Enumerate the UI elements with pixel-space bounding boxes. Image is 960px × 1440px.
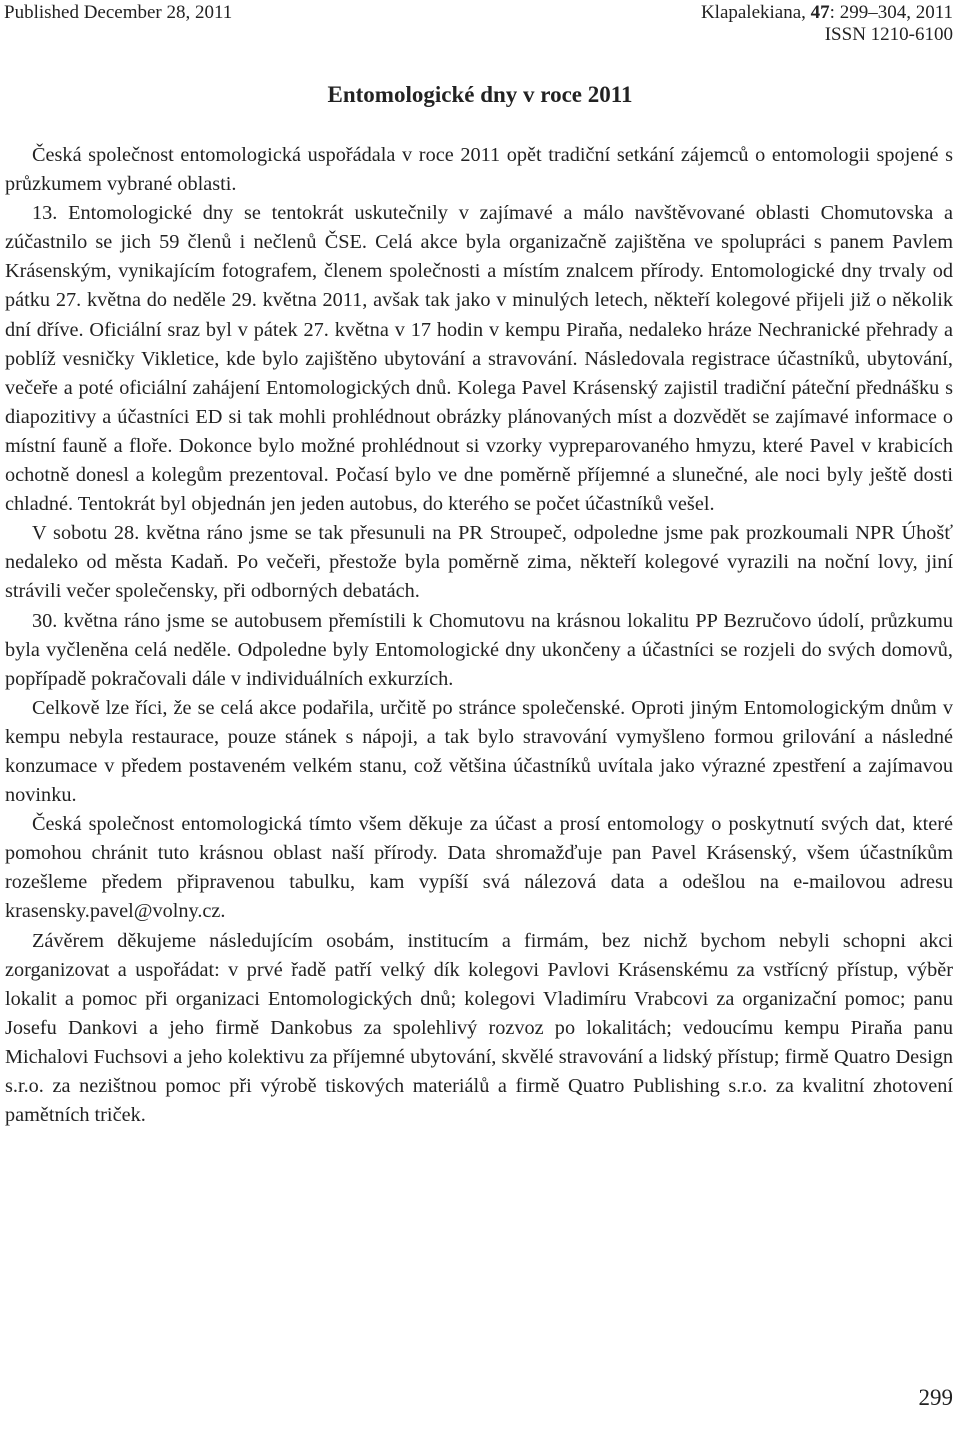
journal-name: Klapalekiana, <box>700 2 811 23</box>
paragraph-summary: Celkově lze říci, že se celá akce podařila, určitě po stránce společenské. Oproti jiným Entomologickým dnům v kempu nebyla restaurace, pouze stánek s nápoji, a tak bylo stravování vymyšleno formou grilování a následné konzumace v předem postaveném velkém stanu, což většina účastníků uvítala jako výrazné zpestření a zajímavou novinku. <box>5 696 953 807</box>
article-title: Entomologické dny v roce 2011 <box>327 82 633 107</box>
article-body <box>5 141 953 1130</box>
paragraph-acknowledgements: Závěrem děkujeme následujícím osobám, institucím a firmám, bez nichž bychom nebyli schopni akci zorganizovat a uspořádat: v prvé řadě patří velký dík kolegovi Pavlovi Krásenskému za vstřícný přístup, výběr lokalit a pomoc při organizaci Entomologických dnů; kolegovi Vladimíru Vrabcovi za organizační pomoc; panu Josefu Dankovi a jeho firmě Dankobus za spolehlivý rozvoz po lokalitách; vedoucímu kempu Piraňa panu Michalovi Fuchsovi a jeho kolektivu za příjemné ubytování, skvělé stravování a lidský přístup; firmě Quatro Design s.r.o. za nezištnou pomoc při výrobě tiskových materiálů a firmě Quatro Publishing s.r.o. za kvalitní zhotovení pamětních triček. <box>5 929 953 1127</box>
journal-pages: : 299–304, 2011 <box>829 2 953 23</box>
paragraph-data-request: Česká společnost entomologická tímto všem děkuje za účast a prosí entomology o poskytnutí svých dat, které pomohou chránit tuto krásnou oblast naší přírody. Data shromažďuje pan Pavel Krásenský, všem účastníkům rozešleme předem připravenou tabulku, kam vypíší svá nálezová data a odešlou na e-mailovou adresu krasensky.pavel@volny.cz. <box>5 813 953 923</box>
paragraph-event-details: 13. Entomologické dny se tentokrát uskutečnily v zajímavé a málo navštěvované oblasti Chomutovska a zúčastnilo se jich 59 členů i nečlenů ČSE. Celá akce byla organizačně zajištěna ve spolupráci s panem Pavlem Krásenským, vynikajícím fotografem, členem společnosti a místím znalcem přírody. Entomologické dny trvaly od pátku 27. května do neděle 29. května 2011, avšak tak jako v minulých letech, někteří kolegové přijeli již o několik dní dříve. Oficiální sraz byl v pátek 27. května v 17 hodin v kempu Piraňa, nedaleko hráze Nechranické přehrady a poblíž vesničky Vikletice, kde bylo zajištěno ubytování a stravování. Následovala registrace účastníků, ubytování, večeře a poté oficiální zahájení Entomologických dnů. Kolega Pavel Krásenský zajistil tradiční páteční přednášku s diapozitivy a účastníci ED si tak mohli prohlédnout obrázky plánovaných míst a dozvědět se zajímavé informace o místní fauně a floře. Dokonce bylo možné prohlédnout si vzorky vypreparovaného hmyzu, které Pavel v krabicích ochotně donesl a kolegům prezentoval. Počasí bylo ve dne poměrně příjemné a slunečné, ale noci byly ještě dosti chladné. Tentokrát byl objednán jen jeden autobus, do kterého se počet účastníků vešel. <box>5 202 953 516</box>
journal-citation <box>701 2 953 24</box>
paragraph-sunday: 30. května ráno jsme se autobusem přemístili k Chomutovu na krásnou lokalitu PP Bezručovo údolí, průzkumu byla vyčleněna celá neděle. Odpoledne byly Entomologické dny ukončeny a účastníci se rozjeli do svých domovů, popřípadě pokračovali dále v individuálních exkurzích. <box>5 609 953 690</box>
publication-date: Published December 28, 2011 <box>4 2 233 23</box>
issn: ISSN 1210-6100 <box>824 24 953 45</box>
journal-header <box>701 2 953 46</box>
page-number: 299 <box>918 1385 953 1410</box>
paragraph-intro: Česká společnost entomologická uspořádala v roce 2011 opět tradiční setkání zájemců o entomologii spojené s průzkumem vybrané oblasti. <box>5 144 953 196</box>
paragraph-saturday: V sobotu 28. května ráno jsme se tak přesunuli na PR Stroupeč, odpoledne jsme pak prozkoumali NPR Úhošť nedaleko od města Kadaň. Po večeři, přestože byla poměrně zima, někteří kolegové vyrazili na noční lovy, jiní strávili večer společensky, při odborných debatách. <box>5 522 953 603</box>
journal-volume: 47 <box>810 2 830 23</box>
